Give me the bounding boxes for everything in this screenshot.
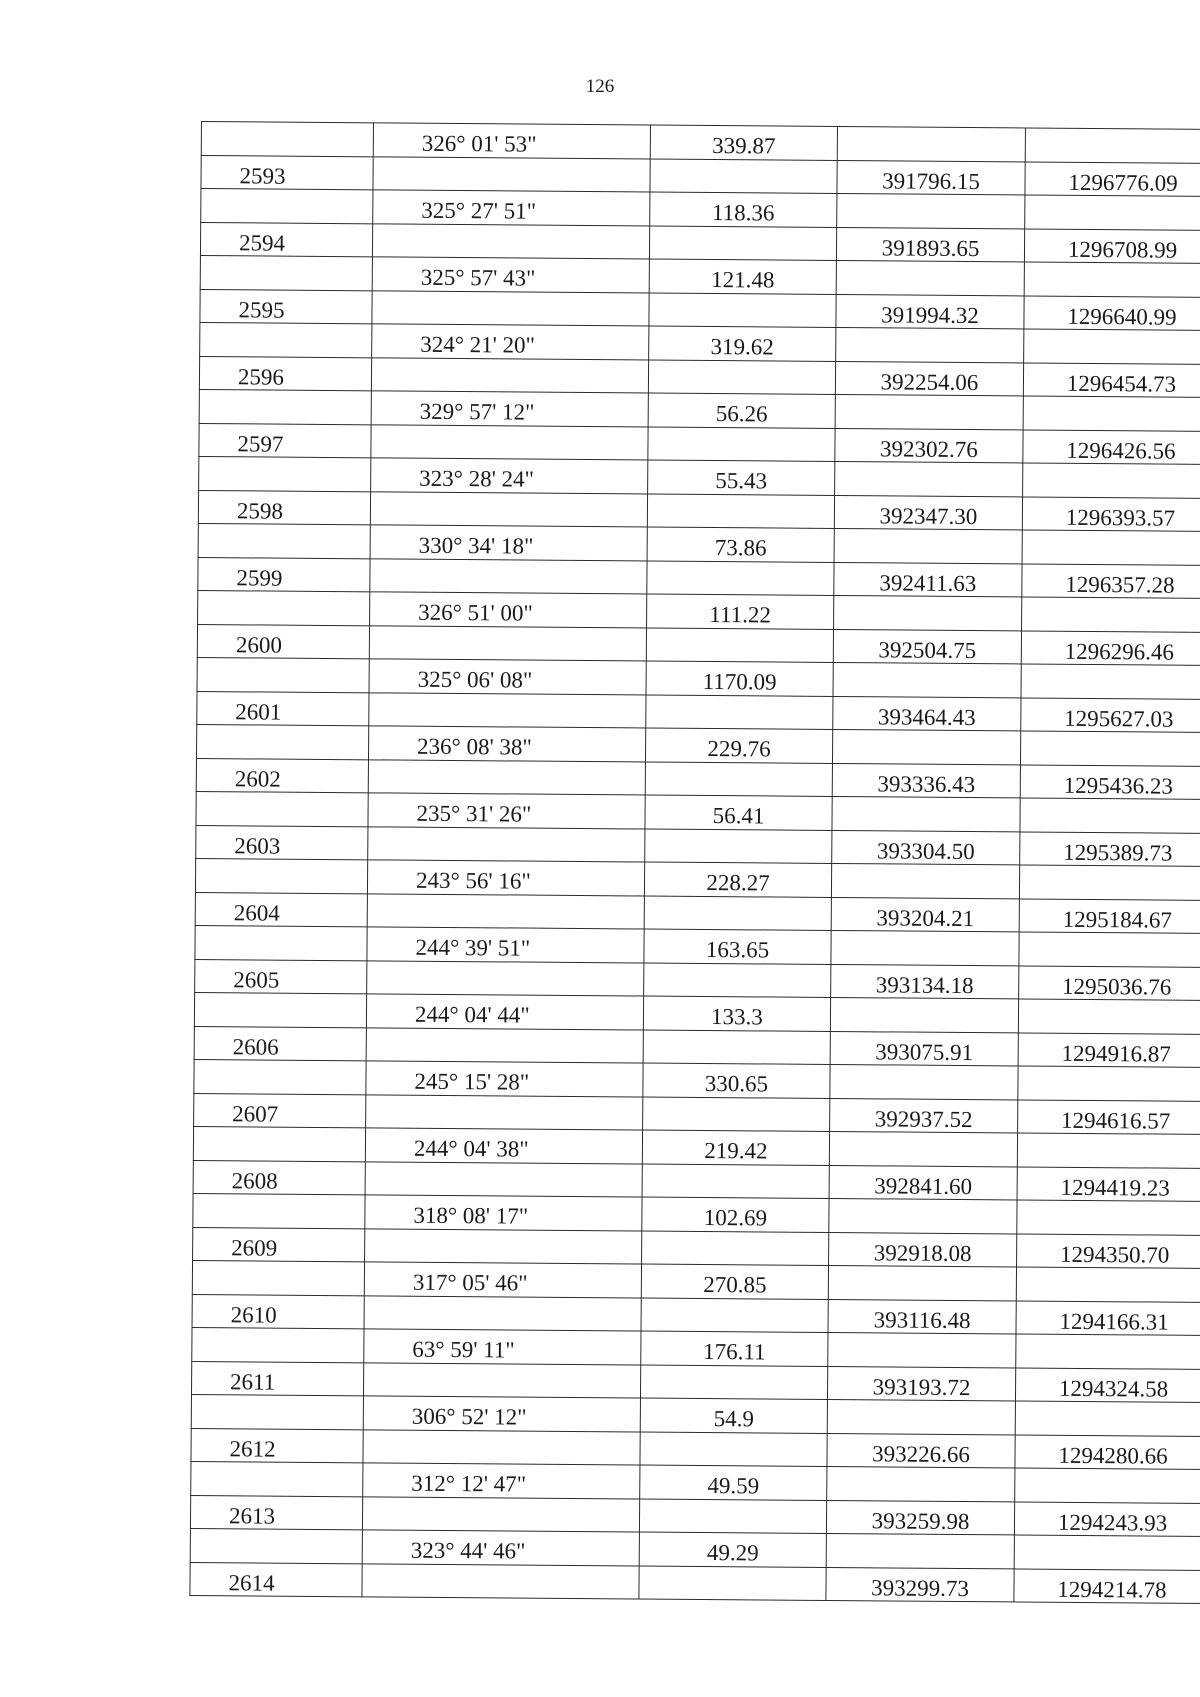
distance-cell: 1170.09: [646, 661, 833, 696]
northing-cell-empty: [826, 1533, 1014, 1568]
bearing-cell-empty: [370, 559, 647, 594]
station-cell-empty: [200, 255, 372, 290]
station-cell-empty: [191, 1394, 363, 1429]
bearing-cell: 323° 44' 46": [362, 1530, 639, 1566]
bearing-cell: 323° 28' 24": [371, 458, 648, 494]
distance-cell: 54.9: [640, 1398, 827, 1433]
northing-cell-empty: [833, 662, 1021, 697]
bearing-cell-empty: [369, 626, 646, 661]
bearing-cell-empty: [363, 1430, 640, 1465]
station-cell: 2608: [193, 1160, 365, 1194]
station-cell: 2612: [191, 1428, 363, 1462]
distance-cell: 49.29: [639, 1532, 826, 1567]
northing-cell: 393193.72: [827, 1366, 1015, 1400]
distance-cell-empty: [645, 762, 832, 796]
bearing-cell: 329° 57' 12": [371, 391, 648, 427]
distance-cell-empty: [649, 226, 836, 260]
station-cell: 2613: [190, 1495, 362, 1529]
distance-cell: 133.3: [643, 996, 830, 1031]
bearing-cell-empty: [362, 1564, 639, 1599]
easting-cell-empty: [1018, 1066, 1200, 1102]
easting-cell: 1296357.28: [1022, 564, 1200, 599]
bearing-cell-empty: [366, 1028, 643, 1063]
easting-cell-empty: [1022, 530, 1200, 566]
bearing-cell-empty: [366, 1095, 643, 1130]
distance-cell-empty: [649, 293, 836, 327]
station-cell: 2605: [195, 959, 367, 993]
northing-cell-empty: [836, 260, 1024, 295]
northing-cell: 392411.63: [834, 562, 1022, 596]
northing-cell: 393226.66: [827, 1433, 1015, 1467]
easting-cell-empty: [1020, 731, 1200, 767]
bearing-cell: 318° 08' 17": [365, 1195, 642, 1231]
bearing-cell-empty: [372, 224, 649, 259]
distance-cell: 330.65: [643, 1063, 830, 1098]
station-cell-empty: [191, 1461, 363, 1496]
station-cell-empty: [200, 322, 372, 357]
easting-cell: 1295436.23: [1020, 765, 1200, 800]
easting-cell: 1294419.23: [1017, 1167, 1200, 1202]
northing-cell: 392937.52: [830, 1098, 1018, 1132]
northing-cell-empty: [827, 1466, 1015, 1501]
easting-cell-empty: [1022, 597, 1200, 633]
distance-cell-empty: [641, 1298, 828, 1332]
easting-cell-empty: [1019, 865, 1200, 901]
northing-cell-empty: [830, 1064, 1018, 1099]
station-cell: 2593: [201, 156, 373, 190]
station-cell: 2602: [196, 758, 368, 792]
easting-cell: 1296640.99: [1024, 296, 1200, 331]
distance-cell: 228.27: [644, 862, 831, 897]
station-cell: 2596: [199, 356, 371, 390]
easting-cell: 1295036.76: [1019, 966, 1200, 1001]
easting-cell: 1294616.57: [1018, 1100, 1200, 1135]
distance-cell-empty: [640, 1432, 827, 1466]
distance-cell: 229.76: [645, 728, 832, 763]
distance-cell: 73.86: [647, 527, 834, 562]
easting-cell-empty: [1015, 1468, 1200, 1504]
bearing-cell-empty: [365, 1162, 642, 1197]
distance-cell: 55.43: [648, 460, 835, 495]
bearing-cell-empty: [369, 693, 646, 728]
northing-cell-empty: [828, 1332, 1016, 1367]
northing-cell-empty: [835, 461, 1023, 496]
bearing-cell: 312° 12' 47": [363, 1463, 640, 1499]
easting-cell-empty: [1025, 195, 1200, 231]
northing-cell-empty: [834, 528, 1022, 563]
distance-cell: 49.59: [640, 1465, 827, 1500]
survey-table-body: [190, 122, 1200, 1604]
station-cell: 2609: [193, 1227, 365, 1261]
northing-cell-empty: [836, 327, 1024, 362]
easting-cell-empty: [1014, 1535, 1200, 1571]
bearing-cell-empty: [365, 1229, 642, 1264]
station-cell-empty: [198, 523, 370, 558]
easting-cell-empty: [1016, 1267, 1200, 1303]
distance-cell: 118.36: [650, 192, 837, 227]
northing-cell-empty: [829, 1198, 1017, 1233]
easting-cell-empty: [1025, 128, 1200, 164]
distance-cell-empty: [642, 1231, 829, 1265]
northing-cell: 391893.65: [836, 227, 1024, 261]
bearing-cell-empty: [370, 492, 647, 527]
distance-cell-empty: [647, 561, 834, 595]
distance-cell-empty: [648, 427, 835, 461]
distance-cell: 56.26: [648, 393, 835, 428]
distance-cell-empty: [643, 1097, 830, 1131]
distance-cell-empty: [650, 159, 837, 193]
station-cell-empty: [201, 189, 373, 224]
northing-cell-empty: [828, 1265, 1016, 1300]
station-cell-empty: [194, 1059, 366, 1094]
bearing-cell: 244° 39' 51": [367, 927, 644, 963]
northing-cell: 393464.43: [833, 696, 1021, 730]
northing-cell: 391796.15: [837, 160, 1025, 194]
distance-cell: 102.69: [642, 1197, 829, 1232]
bearing-cell: 325° 27' 51": [373, 190, 650, 226]
northing-cell: 393075.91: [830, 1031, 1018, 1065]
distance-cell-empty: [646, 628, 833, 662]
distance-cell-empty: [646, 695, 833, 729]
easting-cell-empty: [1015, 1401, 1200, 1437]
bearing-cell-empty: [367, 961, 644, 996]
northing-cell: 392918.08: [829, 1232, 1017, 1266]
easting-cell-empty: [1018, 999, 1200, 1035]
distance-cell-empty: [639, 1499, 826, 1533]
station-cell-empty: [190, 1528, 362, 1563]
bearing-cell: 243° 56' 16": [367, 860, 644, 896]
distance-cell-empty: [648, 360, 835, 394]
station-cell: 2595: [200, 289, 372, 323]
bearing-cell-empty: [372, 291, 649, 326]
bearing-cell: 244° 04' 44": [366, 994, 643, 1030]
distance-cell: 219.42: [642, 1130, 829, 1165]
northing-cell: 391994.32: [836, 294, 1024, 328]
easting-cell: 1294280.66: [1015, 1435, 1200, 1470]
station-cell-empty: [194, 992, 366, 1027]
easting-cell-empty: [1021, 664, 1200, 700]
easting-cell: 1296454.73: [1023, 363, 1200, 398]
distance-cell: 163.65: [644, 929, 831, 964]
easting-cell: 1295389.73: [1020, 832, 1200, 867]
bearing-cell: 236° 08' 38": [368, 726, 645, 762]
bearing-cell: 244° 04' 38": [365, 1128, 642, 1164]
easting-cell-empty: [1024, 262, 1200, 298]
bearing-cell-empty: [368, 827, 645, 862]
northing-cell-empty: [837, 126, 1025, 161]
easting-cell-empty: [1020, 798, 1200, 834]
easting-cell-empty: [1024, 329, 1200, 365]
northing-cell: 392841.60: [829, 1165, 1017, 1199]
station-cell-empty: [195, 858, 367, 893]
northing-cell: 393134.18: [831, 964, 1019, 998]
station-cell-empty: [199, 389, 371, 424]
easting-cell: 1294350.70: [1017, 1234, 1200, 1269]
easting-cell: 1294214.78: [1014, 1569, 1200, 1604]
station-cell: 2598: [198, 490, 370, 524]
northing-cell: 393259.98: [826, 1500, 1014, 1534]
northing-cell: 392254.06: [835, 361, 1023, 395]
distance-cell-empty: [645, 829, 832, 863]
northing-cell: 393304.50: [832, 830, 1020, 864]
easting-cell: 1294166.31: [1016, 1301, 1200, 1336]
distance-cell: 176.11: [641, 1331, 828, 1366]
station-cell-empty: [196, 724, 368, 759]
easting-cell: 1296776.09: [1025, 162, 1200, 197]
bearing-cell-empty: [371, 425, 648, 460]
station-cell: 2607: [194, 1093, 366, 1127]
easting-cell-empty: [1019, 932, 1200, 968]
station-cell-empty: [193, 1126, 365, 1161]
bearing-cell: 235° 31' 26": [368, 793, 645, 829]
northing-cell-empty: [829, 1131, 1017, 1166]
bearing-cell-empty: [363, 1363, 640, 1398]
northing-cell-empty: [835, 394, 1023, 429]
station-cell-empty: [201, 122, 373, 157]
northing-cell-empty: [834, 595, 1022, 630]
station-cell: 2601: [197, 691, 369, 725]
station-cell: 2594: [200, 223, 372, 257]
distance-cell: 121.48: [649, 259, 836, 294]
bearing-cell-empty: [364, 1296, 641, 1331]
northing-cell: 393336.43: [832, 763, 1020, 797]
bearing-cell: 326° 01' 53": [373, 123, 650, 159]
northing-cell: 392302.76: [835, 428, 1023, 462]
northing-cell-empty: [832, 796, 1020, 831]
page-number: 126: [585, 76, 615, 97]
station-cell-empty: [198, 590, 370, 625]
station-cell: 2604: [195, 892, 367, 926]
station-cell-empty: [195, 925, 367, 960]
station-cell-empty: [196, 791, 368, 826]
bearing-cell: 330° 34' 18": [370, 525, 647, 561]
bearing-cell: 325° 06' 08": [369, 659, 646, 695]
station-cell: 2606: [194, 1026, 366, 1060]
easting-cell: 1294243.93: [1014, 1502, 1200, 1537]
bearing-cell: 245° 15' 28": [366, 1061, 643, 1097]
distance-cell-empty: [644, 896, 831, 930]
distance-cell-empty: [640, 1365, 827, 1399]
northing-cell: 392504.75: [833, 629, 1021, 663]
northing-cell-empty: [832, 729, 1020, 764]
distance-cell: 111.22: [647, 594, 834, 629]
easting-cell: 1295627.03: [1021, 698, 1200, 733]
northing-cell: 393299.73: [826, 1567, 1014, 1601]
distance-cell: 339.87: [650, 125, 837, 160]
point-row: [190, 1562, 1200, 1603]
bearing-cell: 325° 57' 43": [372, 257, 649, 293]
easting-cell-empty: [1017, 1200, 1200, 1236]
distance-cell: 56.41: [645, 795, 832, 830]
easting-cell: 1296426.56: [1023, 430, 1200, 465]
easting-cell: 1296393.57: [1022, 497, 1200, 532]
bearing-cell: 306° 52' 12": [363, 1396, 640, 1432]
northing-cell: 393116.48: [828, 1299, 1016, 1333]
northing-cell: 393204.21: [831, 897, 1019, 931]
station-cell: 2610: [192, 1294, 364, 1328]
bearing-cell: 326° 51' 00": [370, 592, 647, 628]
northing-cell-empty: [827, 1399, 1015, 1434]
distance-cell-empty: [639, 1566, 826, 1600]
distance-cell-empty: [644, 963, 831, 997]
easting-cell: 1294916.87: [1018, 1033, 1200, 1068]
bearing-cell: 63° 59' 11": [364, 1329, 641, 1365]
station-cell-empty: [199, 456, 371, 491]
easting-cell-empty: [1023, 463, 1200, 499]
distance-cell-empty: [647, 494, 834, 528]
northing-cell-empty: [830, 997, 1018, 1032]
bearing-cell-empty: [373, 157, 650, 192]
station-cell-empty: [192, 1260, 364, 1295]
station-cell: 2614: [190, 1562, 362, 1596]
easting-cell-empty: [1017, 1133, 1200, 1169]
northing-cell-empty: [831, 930, 1019, 965]
distance-cell: 319.62: [649, 326, 836, 361]
bearing-cell-empty: [371, 358, 648, 393]
easting-cell: 1296296.46: [1021, 631, 1200, 666]
easting-cell: 1295184.67: [1019, 899, 1200, 934]
easting-cell: 1294324.58: [1015, 1368, 1200, 1403]
station-cell: 2597: [199, 423, 371, 457]
distance-cell: 270.85: [641, 1264, 828, 1299]
station-cell: 2600: [197, 624, 369, 658]
station-cell-empty: [193, 1193, 365, 1228]
easting-cell: 1296708.99: [1024, 229, 1200, 264]
survey-coordinates-table: [189, 121, 1200, 1604]
station-cell-empty: [192, 1327, 364, 1362]
northing-cell: 392347.30: [834, 495, 1022, 529]
northing-cell-empty: [831, 863, 1019, 898]
easting-cell-empty: [1016, 1334, 1200, 1370]
bearing-cell: 317° 05' 46": [364, 1262, 641, 1298]
station-cell-empty: [197, 657, 369, 692]
station-cell: 2599: [198, 557, 370, 591]
northing-cell-empty: [837, 193, 1025, 228]
bearing-cell-empty: [367, 894, 644, 929]
station-cell: 2603: [196, 825, 368, 859]
bearing-cell-empty: [362, 1497, 639, 1532]
bearing-cell-empty: [368, 760, 645, 795]
bearing-cell: 324° 21' 20": [372, 324, 649, 360]
station-cell: 2611: [191, 1361, 363, 1395]
distance-cell-empty: [642, 1164, 829, 1198]
easting-cell-empty: [1023, 396, 1200, 432]
distance-cell-empty: [643, 1030, 830, 1064]
